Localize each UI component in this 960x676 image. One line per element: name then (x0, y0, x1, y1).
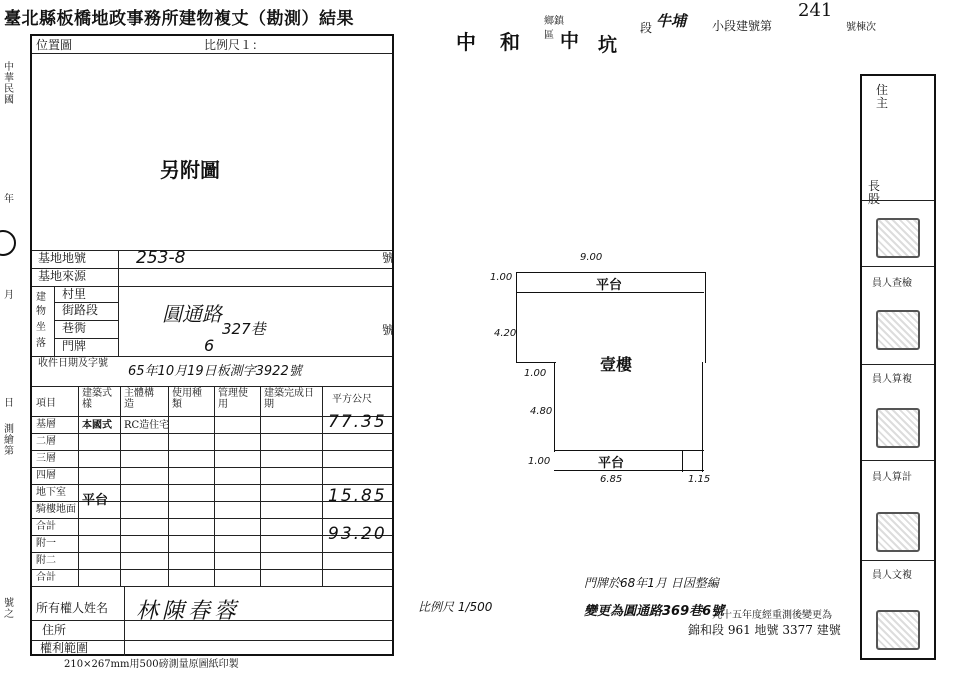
plan-step-label: 1.00 (524, 368, 547, 379)
duan-label: 段 (640, 21, 653, 35)
print-note: 210×267mm用500磅測量原圖紙印製 (64, 659, 239, 670)
plan-top-left: 1.00 (490, 272, 513, 283)
col-complete-header: 建築完成日期 (264, 388, 314, 410)
staff-text-review: 員人文複 (872, 570, 912, 581)
new-lot-note: 錦和段 961 地號 3377 建號 (688, 623, 841, 637)
row1-style: 本國式 (82, 420, 112, 431)
seal-5 (876, 610, 920, 650)
base-lot-hao: 號 (382, 251, 395, 265)
rights-label: 權利範圍 (40, 641, 89, 655)
staff-column (860, 74, 936, 660)
township-label-1: 鄉鎮 (544, 16, 564, 27)
document-title: 臺北縣板橋地政事務所建物複丈（勘測）結果 (4, 9, 354, 29)
margin-survey: 測繪第 (4, 424, 14, 457)
plan-bottom-right: 1.15 (688, 474, 711, 485)
owner-name: 林陳春蓉 (136, 599, 241, 624)
punch-hole (0, 230, 16, 256)
building-loc-4: 落 (36, 338, 46, 349)
base-lot-value: 253-8 (136, 248, 186, 268)
alley-label: 巷衖 (62, 321, 87, 335)
address-number: 6 (204, 336, 215, 355)
floor-label: 三層 (36, 453, 56, 464)
district-char-2: 和 (500, 30, 520, 54)
seal-1 (876, 218, 920, 258)
subsection-label: 小段建號第 (712, 19, 773, 33)
scale-note: 比例尺 1/500 (418, 600, 493, 614)
address-handwritten: 圓通路 (162, 302, 222, 326)
col-manage-header: 管理使用 (218, 388, 248, 410)
building-number: 241 (798, 0, 833, 21)
address-hao: 號 (382, 323, 395, 337)
plan-lower-height: 4.80 (530, 406, 553, 417)
plan-top-width: 9.00 (580, 252, 603, 263)
row1-structure: RC造住宅 (124, 420, 170, 431)
margin-day: 日 (4, 398, 14, 409)
floor-label: 基層 (36, 419, 56, 430)
floor-label: 附一 (36, 538, 56, 549)
staff-calc: 員人算計 (872, 472, 912, 483)
plan-platform-top: 平台 (596, 278, 623, 293)
plan-main-label: 壹樓 (600, 355, 633, 374)
scale-label: 比例尺１： (204, 38, 265, 52)
address-label: 住所 (42, 623, 67, 637)
floor-label: 騎樓地面 (36, 504, 76, 515)
seal-2 (876, 310, 920, 350)
seal-4 (876, 512, 920, 552)
col-style-header: 建築式樣 (82, 388, 112, 410)
floor-label: 合計 (36, 572, 56, 583)
street-label: 街路段 (62, 303, 99, 317)
attached-drawing: 另附圖 (160, 158, 220, 182)
row5-area: 15.85 (328, 486, 387, 506)
floor-plan (480, 240, 740, 500)
plan-step (516, 362, 556, 364)
plan-side-height: 4.20 (494, 328, 517, 339)
floor-label: 四層 (36, 470, 56, 481)
subsection-handwritten: 牛埔 (656, 12, 687, 30)
base-source-label: 基地來源 (38, 269, 87, 283)
floor-label: 附二 (36, 555, 56, 566)
building-loc-3: 坐 (36, 322, 46, 333)
floor-label: 合計 (36, 521, 56, 532)
door-label: 門牌 (62, 339, 87, 353)
seal-3 (876, 408, 920, 448)
row1-area: 77.35 (328, 412, 387, 432)
item-header: 項目 (36, 398, 56, 409)
staff-chief: 長 股 (868, 179, 901, 206)
owner-label: 所有權人姓名 (36, 601, 109, 615)
margin-number: 號之 (4, 598, 14, 620)
receipt-label: 收件日期及字號 (38, 358, 108, 369)
section-handwritten: 中 (560, 30, 580, 52)
staff-owner: 住 主 (876, 83, 909, 110)
staff-calc-review: 員人算複 (872, 374, 912, 385)
building-loc-1: 建 (36, 292, 46, 303)
survey-form (30, 34, 394, 656)
col-area-header: 平方公尺 (332, 394, 372, 405)
building-no-label: 號棟次 (846, 22, 876, 33)
location-map-label: 位置圖 (36, 38, 73, 52)
district-char-1: 中 (456, 30, 476, 54)
floor-label: 二層 (36, 436, 56, 447)
plan-platform-bottom: 平台 (598, 456, 625, 471)
receipt-value: 65年10月19日板測字3922號 (128, 364, 302, 379)
margin-country: 中華民國 (4, 62, 14, 106)
township-label-2: 區 (544, 30, 554, 41)
door-change-note: 門牌於68年1月 日因整編 (584, 576, 719, 590)
reconfirm-note: 九十五年度經重測後變更為 (712, 610, 832, 621)
margin-month: 月 (4, 290, 14, 301)
base-lot-label: 基地地號 (38, 251, 87, 265)
building-loc-2: 物 (36, 306, 46, 317)
floor-label: 地下室 (36, 487, 66, 498)
section-char: 坑 (598, 34, 618, 56)
total-area: 93.20 (328, 524, 387, 544)
staff-check: 員人查檢 (872, 278, 912, 289)
village-label: 村里 (62, 287, 87, 301)
col-structure-header: 主體構造 (124, 388, 154, 410)
plan-bottom-left: 1.00 (528, 456, 551, 467)
margin-year: 年 (4, 194, 14, 205)
row5-note: 平台 (82, 493, 109, 508)
col-use-header: 使用種類 (172, 388, 202, 410)
address-change-note: 變更為圓通路369巷6號 (584, 604, 725, 619)
plan-bottom-width: 6.85 (600, 474, 623, 485)
address-lane: 327巷 (222, 320, 266, 338)
